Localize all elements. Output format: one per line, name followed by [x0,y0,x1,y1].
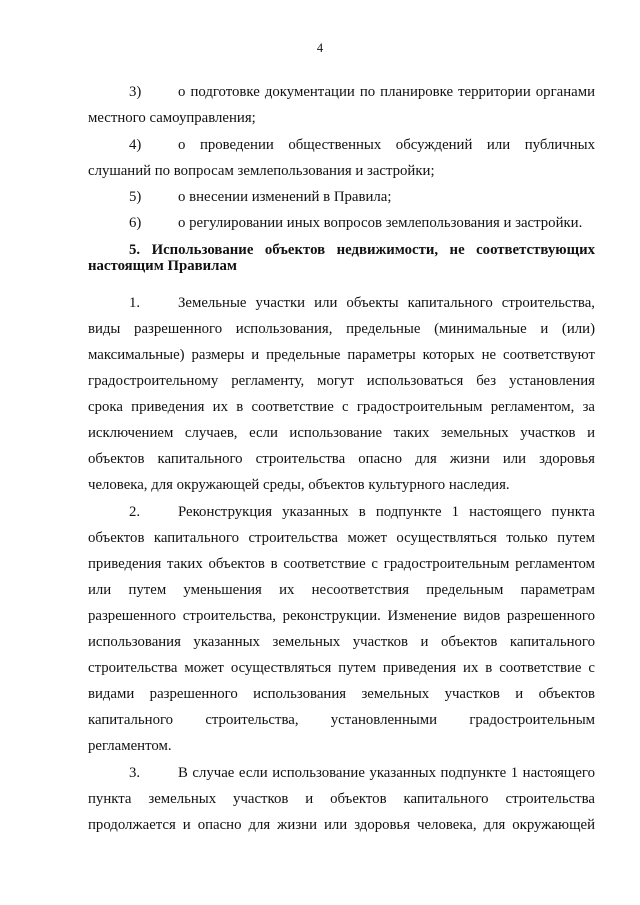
list-item-number: 6) [129,215,142,231]
paragraph-line: виды разрешенного использования, предельные (минимальные и (или) [88,321,595,337]
list-item-number: 5) [129,189,142,205]
paragraph-line: Земельные участки или объекты капитального строительства, [178,295,595,311]
paragraph-line: регламентом. [88,738,172,754]
paragraph-line: градостроительному регламенту, могут использоваться без установления [88,373,595,389]
paragraph-line: пункта земельных участков и объектов капитального строительства [88,791,595,807]
page-number: 4 [316,41,324,55]
paragraph-line: использования указанных земельных участков и объектов капитального [88,634,595,650]
paragraph-line: или путем уменьшения их несоответствия предельным параметрам [88,582,595,598]
paragraph-line: строительства может осуществляться путем приведения их в соответствие с [88,660,595,676]
paragraph-number: 3. [129,765,141,781]
paragraph-line: объектов капитального строительства опасно для жизни или здоровья [88,451,595,467]
paragraph-line: приведения таких объектов в соответствие с градостроительным регламентом [88,556,595,572]
paragraph-line: срока приведения их в соответствие с градостроительным регламентом, за [88,399,595,415]
paragraph-line: В случае если использование указанных подпункте 1 настоящего [178,765,595,781]
paragraph-number: 1. [129,295,141,311]
paragraph-number: 2. [129,504,141,520]
paragraph-line: объектов капитального строительства может осуществляться только путем [88,530,595,546]
list-item-text: о внесении изменений в Правила; [178,189,392,205]
list-item-text: о подготовке документации по планировке территории органами [178,84,595,100]
list-item-number: 3) [129,84,142,100]
paragraph-line: видами разрешенного использования земельных участков и объектов [88,686,595,702]
paragraph-line: разрешенного строительства, реконструкции. Изменение видов разрешенного [88,608,595,624]
list-item-text: местного самоуправления; [88,110,256,126]
paragraph-line: исключением случаев, если использование таких земельных участков и [88,425,595,441]
list-item-number: 4) [129,137,142,153]
paragraph-line: человека, для окружающей среды, объектов культурного наследия. [88,477,510,493]
paragraph-line: капитального строительства, установленными градостроительным [88,712,595,728]
section-heading: 5. Использование объектов недвижимости, не соответствующих [129,242,595,258]
list-item-text: о регулировании иных вопросов землепользования и застройки. [178,215,583,231]
paragraph-line: продолжается и опасно для жизни или здоровья человека, для окружающей [88,817,595,833]
paragraph-line: Реконструкция указанных в подпункте 1 настоящего пункта [178,504,595,520]
section-heading: настоящим Правилам [88,258,237,274]
list-item-text: о проведении общественных обсуждений или публичных [178,137,595,153]
list-item-text: слушаний по вопросам землепользования и застройки; [88,163,435,179]
paragraph-line: максимальные) размеры и предельные параметры которых не соответствуют [88,347,595,363]
